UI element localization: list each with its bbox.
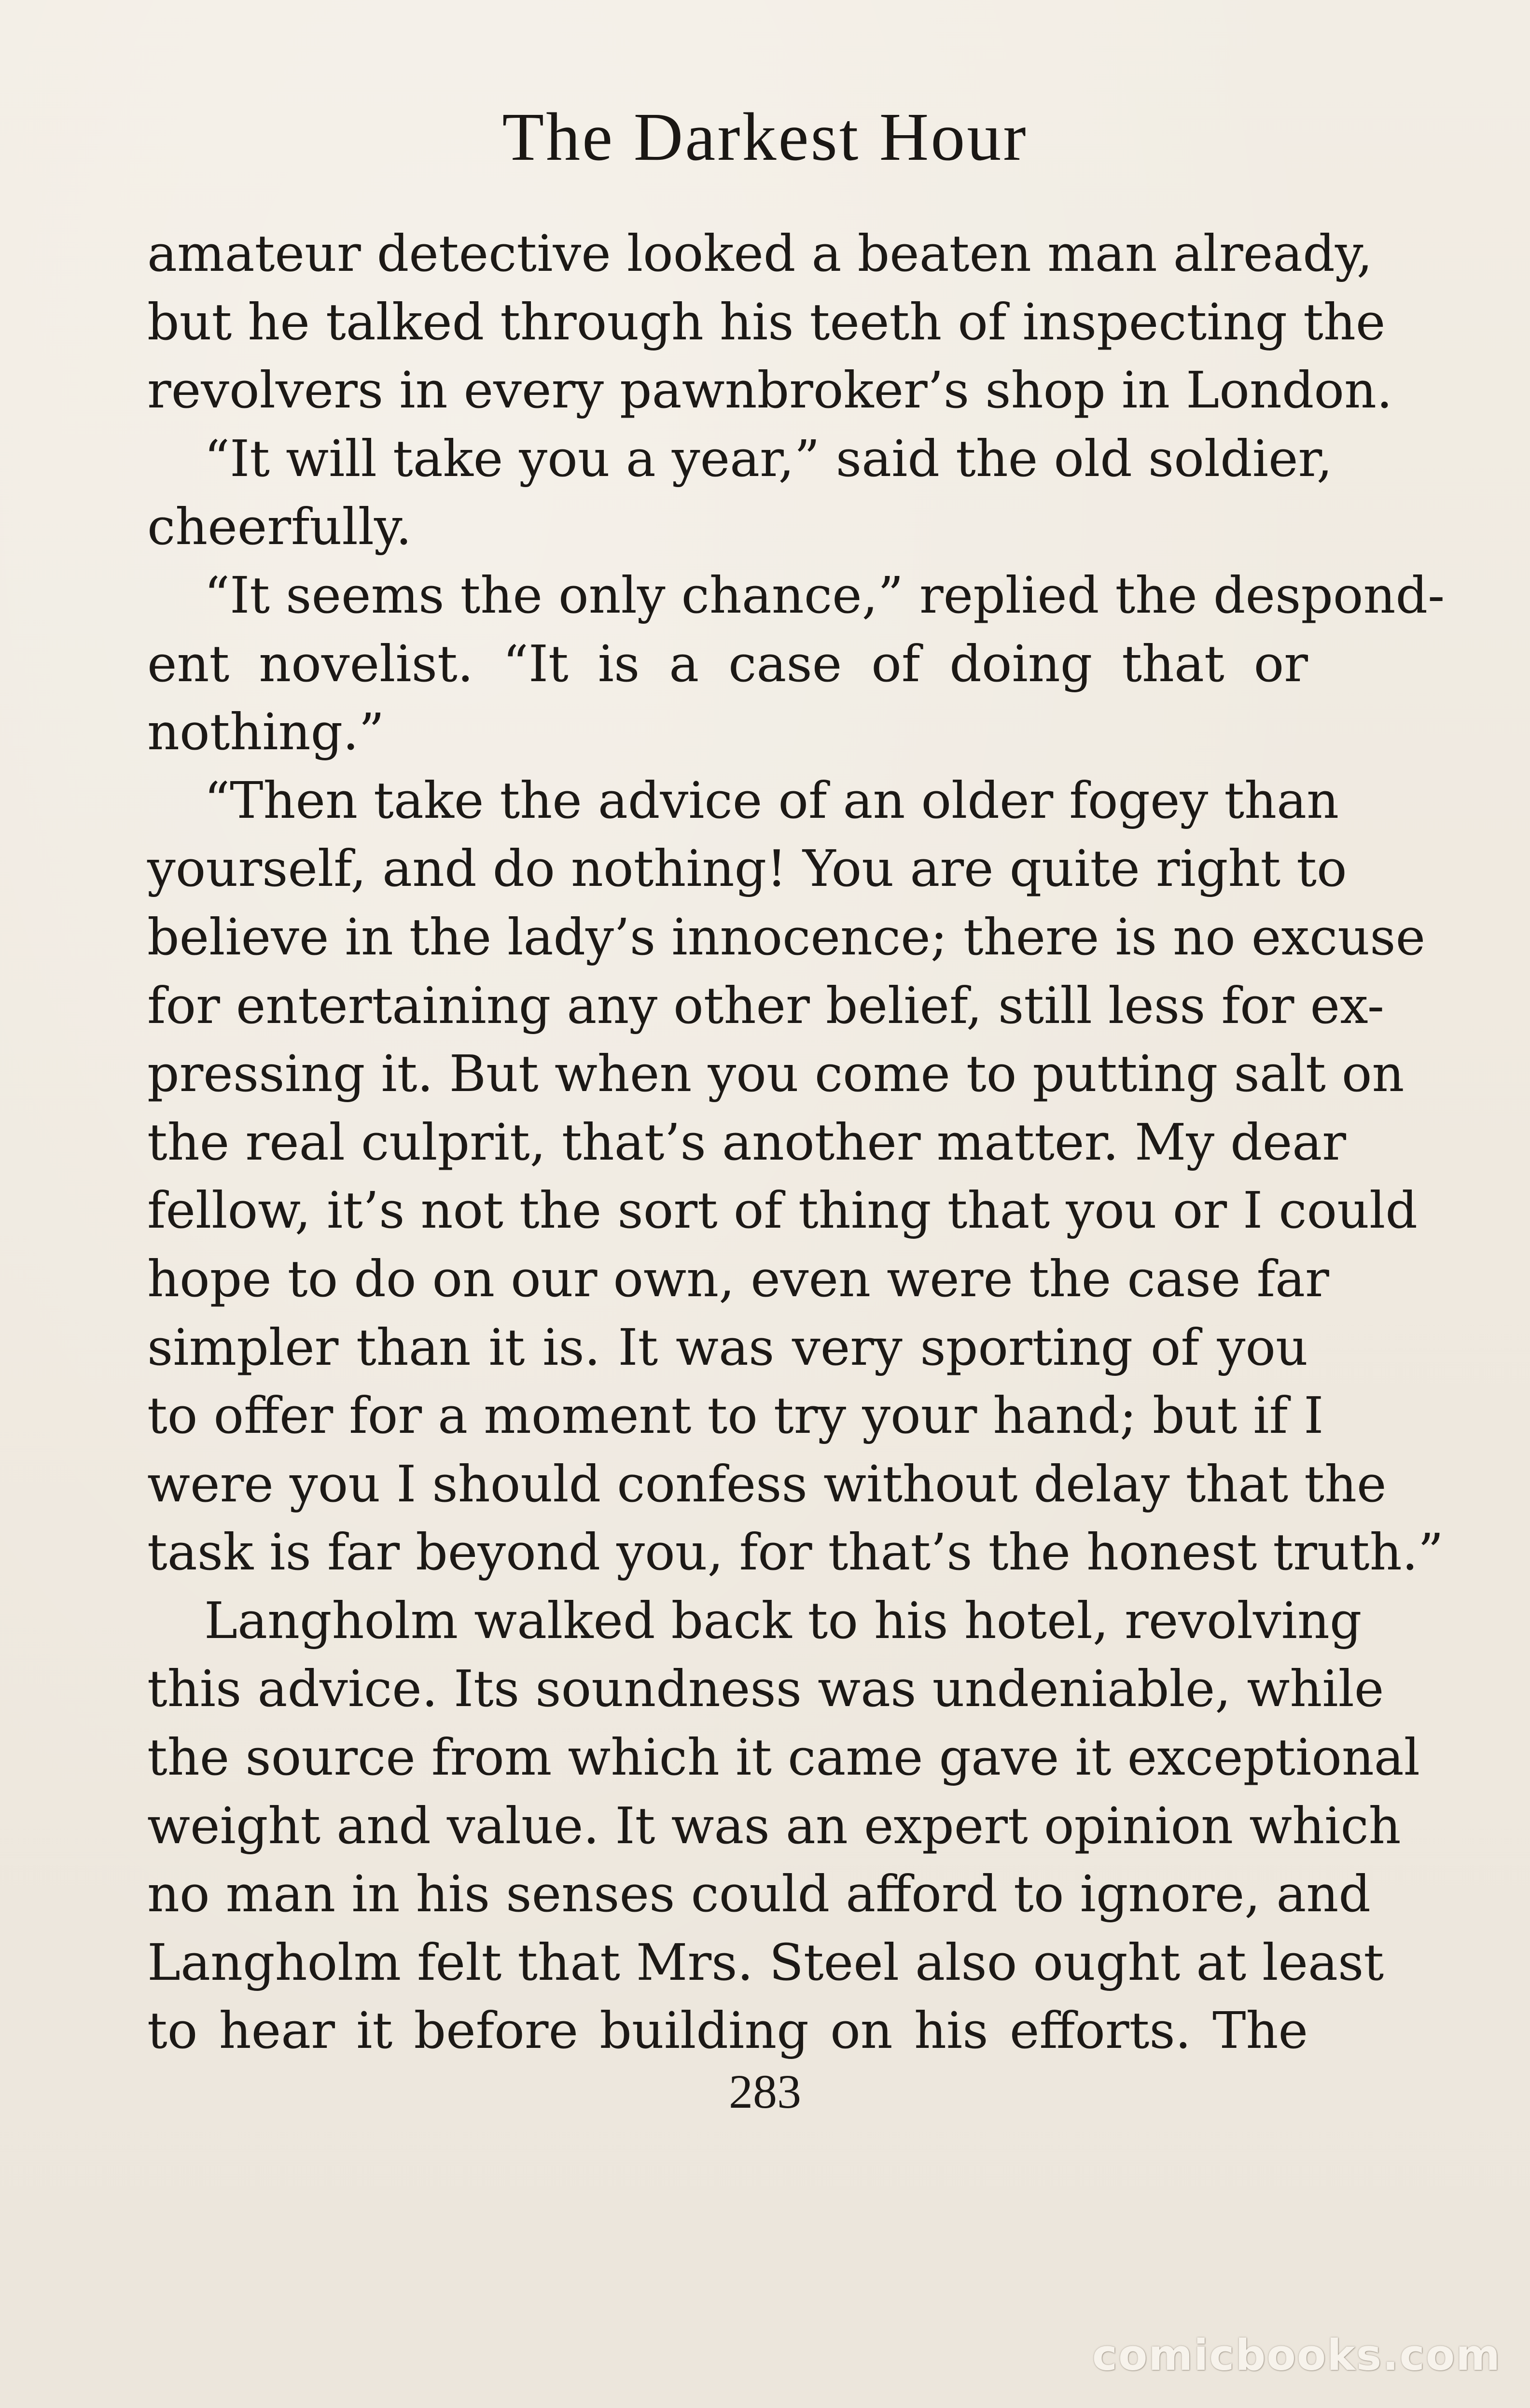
watermark: comicbooks.com [1092, 2330, 1501, 2380]
text-line: task is far beyond you, for that’s the honest truth.” [147, 1523, 1444, 1582]
text-line: for entertaining any other belief, still less for ex- [147, 976, 1384, 1035]
text-line: cheerfully. [147, 497, 412, 557]
text-line: fellow, it’s not the sort of thing that you or I could [147, 1181, 1418, 1240]
text-line: “It seems the only chance,” replied the despond- [204, 565, 1445, 625]
text-line: “Then take the advice of an older fogey than [204, 770, 1339, 830]
text-line: Langholm felt that Mrs. Steel also ought at least [147, 1932, 1384, 1992]
text-line: revolvers in every pawnbroker’s shop in London. [147, 361, 1393, 420]
text-line: the source from which it came gave it exceptional [147, 1728, 1420, 1787]
text-line: Langholm walked back to his hotel, revolving [204, 1591, 1362, 1650]
text-line: this advice. Its soundness was undeniable, while [147, 1659, 1384, 1719]
text-line: weight and value. It was an expert opinion which [147, 1796, 1401, 1855]
text-line: no man in his senses could afford to ignore, and [147, 1864, 1371, 1924]
text-line: pressing it. But when you come to putting salt on [147, 1044, 1405, 1104]
text-line: but he talked through his teeth of inspecting the [147, 292, 1386, 351]
text-line: to offer for a moment to try your hand; but if I [147, 1386, 1324, 1445]
text-line: “It will take you a year,” said the old soldier, [204, 429, 1333, 488]
text-line: nothing.” [147, 702, 385, 762]
body-text [147, 220, 1445, 2065]
text-line: amateur detective looked a beaten man already, [147, 224, 1373, 283]
text-line: believe in the lady’s innocence; there is no excuse [147, 907, 1426, 966]
text-line: simpler than it is. It was very sporting of you [147, 1317, 1308, 1377]
text-line: yourself, and do nothing! You are quite right to [147, 839, 1347, 898]
page-number: 283 [729, 2065, 801, 2118]
text-line: hope to do on our own, even were the case far [147, 1249, 1329, 1308]
text-line: the real culprit, that’s another matter. My dear [147, 1112, 1346, 1172]
text-line: to hear it before building on his efforts. The [147, 2001, 1308, 2060]
text-line: were you I should confess without delay that the [147, 1454, 1387, 1513]
text-line: ent novelist. “It is a case of doing that or [147, 634, 1308, 693]
running-head: The Darkest Hour [502, 98, 1028, 175]
